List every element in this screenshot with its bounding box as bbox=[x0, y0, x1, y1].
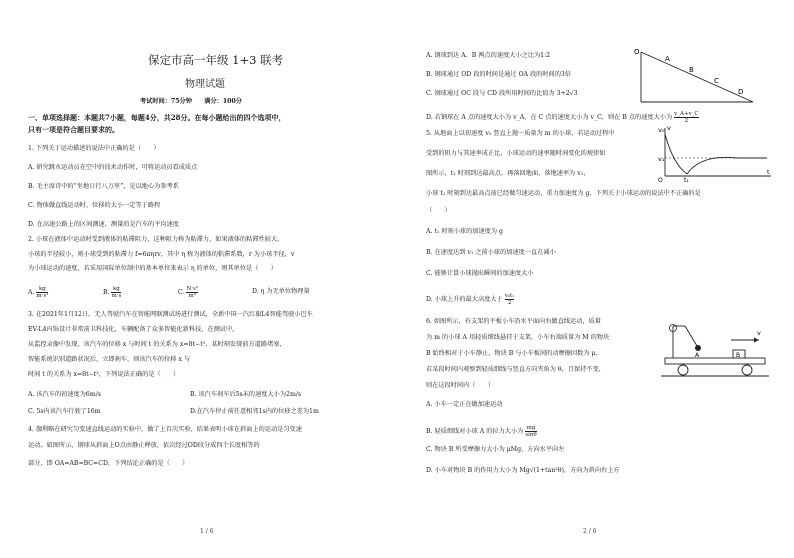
q1-option-a: A. 研究跳水运动员在空中的技术动作时，可将运动员看成质点 bbox=[28, 164, 198, 171]
exam-subject: 物理试题 bbox=[185, 79, 225, 90]
q4-option-b: B. 钢球通过 OD 段的时间是通过 OA 段的时间的3倍 bbox=[426, 71, 572, 78]
point-c-label: C bbox=[714, 77, 719, 85]
v-axis-label: v bbox=[667, 124, 671, 132]
velocity-label: v bbox=[757, 329, 761, 337]
q5-line-3: 图所示，t₁ 时刻到达最高点，再落回地面，落地速率为 v₁， bbox=[426, 170, 590, 177]
q5-line-2: 受到的阻力与其速率成正比，小球运动的速率随时间变化的规律如 bbox=[426, 150, 606, 157]
q4-option-a: A. 钢球到达 A、B 两点的速度大小之比为1:2 bbox=[426, 52, 551, 59]
q2-option-b: B. $\frac{kg}{m\cdot s}$ bbox=[103, 286, 122, 299]
cart-wheel-left bbox=[678, 365, 688, 375]
page-number-1: 1 / 6 bbox=[200, 528, 214, 535]
velocity-arrow-head bbox=[754, 338, 759, 343]
ball-a bbox=[695, 345, 701, 351]
rising-phase-curve bbox=[665, 134, 687, 174]
q1-option-d: D. 在高速公路上的区间测速，测量的是汽车的平均速度 bbox=[28, 221, 179, 228]
q5-option-c: C. 能够计算小球抛出瞬间的加速度大小 bbox=[426, 270, 534, 277]
string-line bbox=[685, 326, 697, 346]
q5-line-5: （ ） bbox=[426, 207, 451, 214]
exam-page-2 bbox=[397, 0, 794, 558]
q1-option-b: B. 毛主席诗中的“坐地日行八万里”，是以地心为参考系 bbox=[28, 183, 179, 190]
q6-option-a: A. 小车一定正在做加速运动 bbox=[426, 401, 503, 408]
q2-line-3: 为小球运动的速度，若采用国际单位制中的基本单位来表示 η 的单位，则其单位是（ ） bbox=[28, 265, 277, 272]
q4-line-2: 运动。如图所示，钢球从斜面上O点由静止释放，依次经过OD段分成四个长度相等的 bbox=[28, 442, 260, 449]
cart-figure bbox=[661, 320, 769, 380]
q3-option-b: B. 该汽车刹车后5s末的速度大小为2m/s bbox=[190, 391, 302, 398]
q6-option-d: D. 小车对物块 B 的作用力大小为 Mg√(1+tan²θ)，方向为斜向右上方 bbox=[426, 467, 620, 474]
q6-line-3: B 始终相对于小车静止，物块 B 与小车板间的动摩擦因数为 μ， bbox=[426, 350, 602, 357]
q1-stem: 1. 下列关于运动描述的说法中正确的是（ ） bbox=[28, 145, 160, 152]
origin-label: O bbox=[658, 177, 663, 182]
cart-wheel-right bbox=[742, 365, 752, 375]
q6-option-c: C. 物块 B 所受摩擦力大小为 μMg，方向水平向左 bbox=[426, 446, 565, 453]
q3-option-c: C. 5s内该汽车行驶了16m bbox=[28, 408, 101, 415]
point-d-label: D bbox=[738, 88, 744, 96]
q3-option-d: D.在汽车停止前任意相邻1s内的位移之差为1m bbox=[190, 408, 319, 415]
q2-option-d: D. η 为无单位物理量 bbox=[252, 288, 310, 295]
point-b-label: B bbox=[689, 66, 694, 74]
q6-line-5: 则在这段时间内（ ） bbox=[426, 382, 495, 389]
block-b-label: B bbox=[736, 352, 741, 359]
incline-figure bbox=[631, 46, 761, 108]
v0-label: v₀ bbox=[658, 126, 665, 134]
speed-time-graph bbox=[657, 124, 775, 182]
point-a-label: A bbox=[665, 55, 670, 63]
q6-line-4: 若某段时间内观察到轻质细线与竖直方向夹角为 θ，且保持不变， bbox=[426, 366, 605, 373]
exam-title: 保定市高一年级 1+3 联考 bbox=[148, 53, 284, 67]
q2-option-a: A. $\frac{kg}{\text{m·s²}}$ bbox=[28, 286, 49, 299]
q4-option-d: D. 若钢球在 A 点的速度大小为 v_A，在 C 点的速度大小为 v_C，则在 B 点的速度大小为 $\frac{v\_A+v\_C}{2}$ bbox=[426, 111, 699, 124]
exam-meta: 考试时间：75分钟 满分：100分 bbox=[140, 98, 242, 105]
point-o-label: O bbox=[634, 48, 640, 56]
q5-option-d: D. 小球上升的最大高度大于 $\frac{\text{v₀t₁}}{2}$ bbox=[426, 293, 515, 306]
t-axis-label: t bbox=[767, 168, 770, 176]
section-heading-2: 只有一项是符合题目要求的。 bbox=[28, 125, 119, 134]
q4-line-3: 部分，即 OA=AB=BC=CD，下列结论正确的是（ ） bbox=[28, 460, 189, 467]
incline-slope bbox=[641, 52, 753, 102]
q3-line-1: 3. 在2021年1月12日，无人驾驶汽车在智能网联测试场进行测试，全新中国一汽红旗L4智能驾驶小巴车 bbox=[28, 311, 313, 318]
q3-line-2: EV-L4内饰设计非常前卫科技化，车辆配备了众多智能化新科技，在测试中， bbox=[28, 326, 239, 333]
cart-plank bbox=[665, 358, 765, 364]
q1-option-c: C. 物体做直线运动时，位移的大小一定等于路程 bbox=[28, 202, 161, 209]
q5-line-1: 5. 从地面上以初速度 v₀ 竖直上抛一质量为 m 的小球，若运动过程中 bbox=[426, 130, 615, 137]
q2-line-1: 2. 小球在液体中运动时受到液体的粘滞阻力，这种阻力称为粘滞力，如果液体的粘滞性较大， bbox=[28, 236, 284, 243]
q3-line-4: 智能系统识别道路状况后，立即刹车，则该汽车的位移 x 与 bbox=[28, 356, 191, 363]
q4-option-c: C. 钢球通过 OC 段与 CD 段所用时间的比值为 3+2√3 bbox=[426, 90, 578, 97]
falling-phase-curve bbox=[687, 157, 767, 174]
q2-option-c: C. $\frac{\text{N·s²}}{\text{m²}}$ bbox=[178, 286, 199, 299]
v1-label: v₁ bbox=[658, 155, 665, 163]
q5-option-a: A. t₁ 时刻小球的加速度为 g bbox=[426, 228, 503, 235]
q4-line-1: 4. 伽利略在研究匀变速直线运动的实验中，做了上百次实验，结果表明小球在斜面上的运动是匀变速 bbox=[28, 426, 302, 433]
q2-line-2: 小球的半径较小，则小球受到的粘滞力 f=6πηrv，其中 η 称为液体的粘滞系数，r 为小球半径，v bbox=[28, 251, 295, 258]
q3-option-a: A. 该汽车的初速度为6m/s bbox=[28, 391, 101, 398]
q5-option-b: B. 在速度达到 v₁ 之前小球的加速度一直在减小 bbox=[426, 249, 556, 256]
section-heading: 一、单项选择题：本题共7小题，每题4分，共28分。在每小题给出的四个选项中， bbox=[28, 113, 286, 122]
ball-a-label: A bbox=[695, 352, 700, 359]
q6-line-2: 为 m 的小球 A 用轻质细线悬挂于支架，小车右端质量为 M 的物块 bbox=[426, 334, 610, 341]
q3-line-5: 时间 t 的关系为 x=8t−t²，下列说法正确的是（ ） bbox=[28, 371, 180, 378]
t1-label: t₁ bbox=[684, 177, 689, 182]
q6-option-b: B. 轻质细线对小球 A 的拉力大小为 $\frac{mg}{\sin\theta}$ bbox=[426, 425, 537, 438]
q3-line-3: 从监控录像中发现，该汽车的位移 x 与时间 t 的关系为 x=8t−t²，某时刻发现前方道路堵塞， bbox=[28, 341, 286, 348]
page-number-2: 2 / 6 bbox=[583, 528, 597, 535]
q5-line-4: 小球 t₁ 时刻到达最高点前已经做匀速运动，重力加速度为 g，下列关于小球运动的说法中不正确的是 bbox=[426, 190, 701, 197]
q6-line-1: 6. 如图所示，有支架的平板小车沿水平面向右做直线运动，质量 bbox=[426, 318, 601, 325]
